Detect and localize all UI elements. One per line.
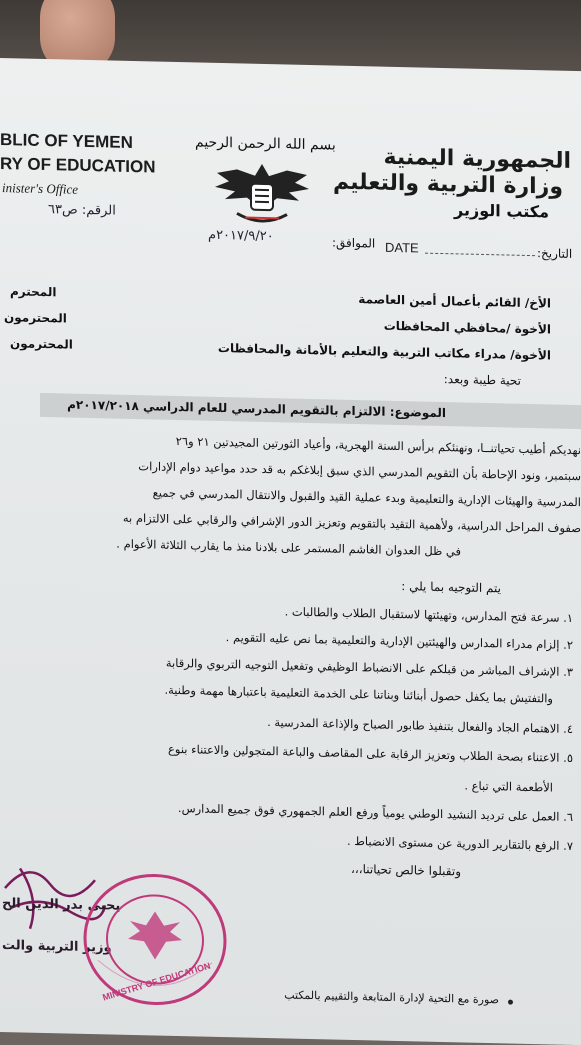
header-en-line2: RY OF EDUCATION — [0, 154, 156, 177]
list-item: والتفتيش بما يكفل حصول أبنائنا وبناتنا على الخدمة التعليمية باعتبارها مهمة وطنية. — [164, 682, 553, 706]
recipient-3-honor: المحترمون — [10, 336, 73, 352]
bullet-icon — [508, 1000, 513, 1005]
signature-title: وزير التربية والت — [2, 938, 112, 956]
list-item: ٤. الاهتمام الجاد والفعال بتنفيذ طابور الصباح والإذاعة المدرسية . — [267, 715, 573, 737]
cc-line: صورة مع التحية لإدارة المتابعة والتقييم بالمكتب — [284, 988, 499, 1007]
body-line-2: سبتمبر، ونود الإحاطة بأن التقويم المدرسي الذي سبق إبلاغكم به قد حدد مواعيد دوام الإدارات — [138, 459, 581, 484]
subject: الموضوع: الالتزام بالتقويم المدرسي للعام الدراسي ٢٠١٧/٢٠١٨م — [67, 397, 446, 421]
body-line-3: المدرسية والهيئات الإدارية والتعليمية وبدء عملية القيد والقبول والانتقال المدرسي في جميع — [152, 485, 581, 510]
stamp-text: MINISTRY OF EDUCATION — [101, 960, 212, 1003]
date-dotted-line — [425, 253, 535, 256]
list-item: ١. سرعة فتح المدارس، وتهيئتها لاستقبال الطلاب والطالبات . — [284, 604, 573, 626]
recipient-3: الأخوة/ مدراء مكاتب التربية والتعليم بالأمانة والمحافظات — [217, 340, 551, 363]
letter-paper — [0, 58, 581, 1045]
signature-name: يحيى بدر الدين الح — [2, 896, 121, 914]
recipient-2: الأخوة /محافظي المحافظات — [383, 318, 551, 337]
recipient-2-honor: المحترمون — [4, 310, 67, 326]
body-line-4: صفوف المراحل الدراسية، ولأهمية التقيد بالتقويم وتعزيز الدور الإشرافي والرقابي على الالتزام به — [122, 510, 581, 536]
header-en-line1: BLIC OF YEMEN — [0, 130, 133, 153]
directive-intro: يتم التوجيه بما يلي : — [401, 579, 501, 596]
tarikh-label: التاريخ: — [537, 246, 573, 261]
list-item: الأطعمة التي تباع . — [464, 778, 553, 795]
body-line-5: في ظل العدوان الغاشم المستمر على بلادنا منذ ما يقارب الثلاثة الأعوام . — [116, 536, 461, 559]
muwafiq-value: ٢٠١٧/٩/٢٠م — [208, 227, 274, 245]
ref-number — [48, 202, 116, 219]
list-item: ٣. الإشراف المباشر من قبلكم على الانضباط الوظيفي وتفعيل التوجيه التربوي والرقابة — [165, 655, 573, 680]
list-item: ٢. إلزام مدراء المدارس والهيئتين الإدارية والتعليمية بما نص عليه التقويم . — [225, 630, 573, 653]
header-ar-line2: وزارة التربية والتعليم — [333, 169, 563, 200]
muwafiq-label: الموافق: — [332, 235, 376, 251]
closing: وتقبلوا خالص تحياتنا،،، — [351, 861, 461, 879]
header-en-line3: inister's Office — [2, 180, 79, 197]
date-label: DATE — [385, 239, 419, 256]
header-ar-line3: مكتب الوزير — [454, 200, 549, 222]
basmala: بسم الله الرحمن الرحيم — [195, 134, 336, 154]
recipient-1: الأخ/ القائم بأعمال أمين العاصمة — [358, 292, 551, 311]
body-line-1: نهديكم أطيب تحياتنــا، ونهنئكم برأس السنة الهجرية، وأعياد الثورتين المجيدتين ٢١ و٢٦ — [175, 433, 581, 458]
list-item: ٧. الرفع بالتقارير الدورية عن مستوى الانضباط . — [346, 833, 573, 854]
list-item: ٥. الاعتناء بصحة الطلاب وتعزيز الرقابة على المقاصف والباعة المتجولين والاعتناء بنوع — [168, 741, 573, 766]
list-item: ٦. العمل على ترديد النشيد الوطني يومياً ورفع العلم الجمهوري فوق جميع المدارس. — [177, 801, 573, 825]
header-ar-line1: الجمهورية اليمنية — [383, 144, 571, 174]
ministry-stamp — [80, 868, 230, 1011]
recipient-1-honor: المحترم — [10, 284, 57, 300]
greeting: تحية طيبة وبعد: — [443, 372, 521, 388]
ref-value: ص٦٣ — [48, 202, 78, 218]
yemen-eagle-emblem — [207, 155, 317, 237]
ref-label: الرقم: — [81, 202, 116, 219]
